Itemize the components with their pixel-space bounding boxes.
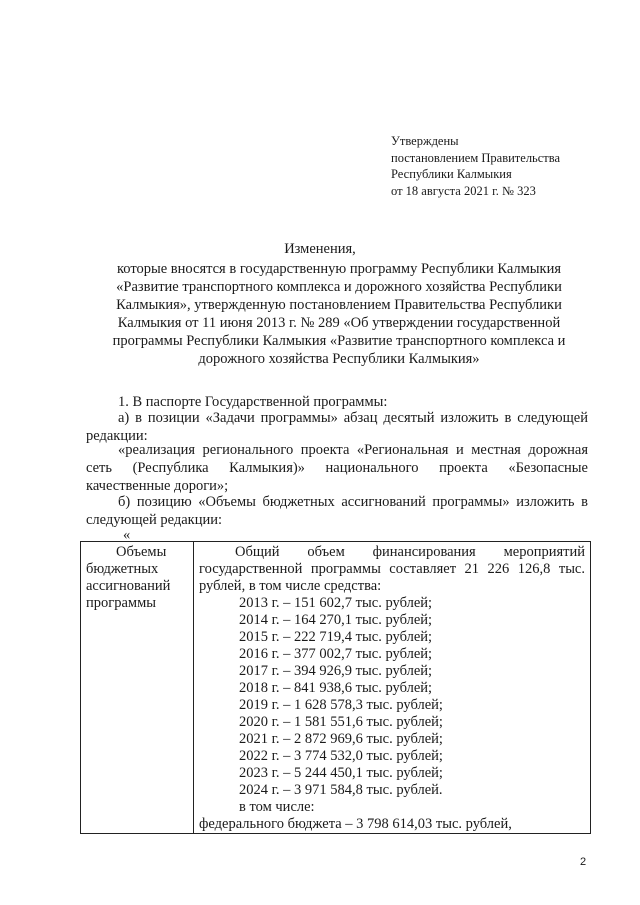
position-value-cell [194, 542, 591, 834]
year-funding-line: 2024 г. – 3 971 584,8 тыс. рублей. [239, 782, 443, 798]
paragraph-3: «реализация регионального проекта «Региональная и местная дорожная сеть (Республика Калмыкия)» национального проекта «Безопасные качественные дороги»; [86, 442, 588, 494]
year-funding-line: 2022 г. – 3 774 532,0 тыс. рублей; [239, 748, 443, 764]
approval-line: Утверждены [391, 134, 459, 148]
year-funding-line: 2014 г. – 164 270,1 тыс. рублей; [239, 612, 433, 628]
approval-line: постановлением Правительства [391, 150, 561, 165]
budget-table [80, 541, 591, 834]
document-title: Изменения, [284, 241, 356, 257]
year-funding-line: 2023 г. – 5 244 450,1 тыс. рублей; [239, 765, 443, 781]
opening-quote: « [123, 527, 131, 543]
year-funding-line: 2019 г. – 1 628 578,3 тыс. рублей; [239, 697, 443, 713]
total-funding-text: Общий объем финансирования мероприятий государственной программы составляет 21 226 126,8 тыс. рублей, в том числе средства: [199, 544, 585, 594]
approval-line: от 18 августа 2021 г. № 323 [391, 183, 536, 198]
position-name-line: программы [86, 595, 156, 611]
paragraph-2: а) в позиции «Задачи программы» абзац десятый изложить в следующей редакции: [86, 410, 588, 444]
position-name-cell [81, 542, 194, 834]
year-funding-line: 2020 г. – 1 581 551,6 тыс. рублей; [239, 714, 443, 730]
paragraph-1: 1. В паспорте Государственной программы: [118, 394, 388, 410]
federal-budget-line: федерального бюджета – 3 798 614,03 тыс. рублей, [199, 816, 512, 832]
position-name-line: Объемы [116, 544, 167, 560]
approval-block [391, 133, 560, 199]
paragraph-4: б) позицию «Объемы бюджетных ассигнований программы» изложить в следующей редакции: [86, 494, 588, 528]
year-funding-line: 2017 г. – 394 926,9 тыс. рублей; [239, 663, 433, 679]
year-funding-line: 2015 г. – 222 719,4 тыс. рублей; [239, 629, 433, 645]
year-funding-line: 2018 г. – 841 938,6 тыс. рублей; [239, 680, 433, 696]
document-subtitle: которые вносятся в государственную программу Республики Калмыкия «Развитие транспортного комплекса и дорожного хозяйства Республики Калмыкия», утвержденную постановлением Правительства Республики Калмыкия от 11 июня 2013 г. № 289 «Об утверждении государственной программы Республики Калмыкия «Развитие транспортного комплекса и дорожного хозяйства Республики Калмыкия» [112, 261, 566, 367]
table-row [81, 542, 591, 834]
including-label: в том числе: [239, 799, 315, 815]
position-name-line: бюджетных [86, 561, 159, 577]
position-name-line: ассигнований [86, 578, 171, 594]
year-funding-line: 2021 г. – 2 872 969,6 тыс. рублей; [239, 731, 443, 747]
approval-line: Республики Калмыкия [391, 167, 512, 181]
year-funding-line: 2013 г. – 151 602,7 тыс. рублей; [239, 595, 433, 611]
year-funding-line: 2016 г. – 377 002,7 тыс. рублей; [239, 646, 433, 662]
page-number: 2 [580, 856, 587, 868]
